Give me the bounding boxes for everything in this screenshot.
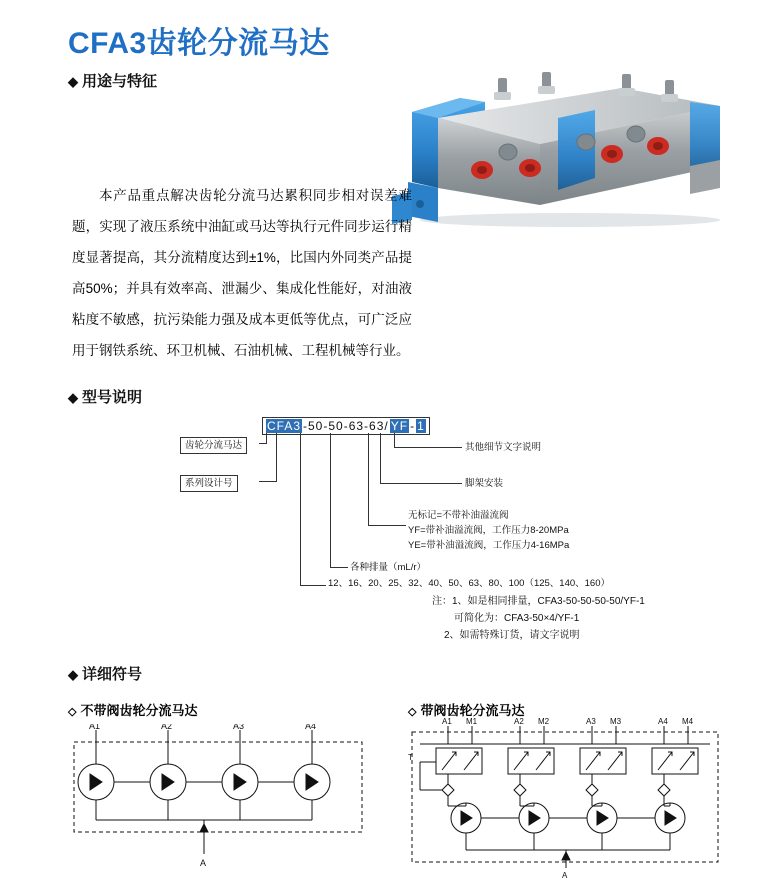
leader-line: [380, 483, 462, 484]
page-title: CFA3齿轮分流马达: [68, 27, 330, 60]
leader-line: [380, 433, 381, 483]
code-seg-0: CFA3: [267, 419, 302, 433]
callout-right-2: 脚架安装: [465, 478, 504, 489]
bottom-port-label: A: [200, 858, 207, 868]
symbol-diagram-no-valve-svg: [68, 724, 368, 874]
callout-left-bottom: 系列设计号: [180, 475, 238, 492]
port-label: M3: [610, 718, 622, 726]
port-label: A4: [305, 724, 317, 731]
leader-line: [368, 433, 369, 525]
side-port-label: T: [408, 753, 413, 762]
callout-right-4-line1: 各种排量（mL/r）: [350, 562, 427, 573]
symbol-diagram-with-valve: [406, 718, 726, 885]
code-seg-3: -: [410, 419, 416, 433]
model-note-1b: 可简化为：CFA3-50×4/YF-1: [454, 613, 580, 624]
leader-line: [276, 433, 277, 482]
model-note-1: 注：1、如是相同排量，CFA3-50-50-50-50/YF-1: [432, 596, 645, 607]
leader-line: [368, 525, 406, 526]
symbol-diagram-with-valve-svg: [406, 718, 726, 880]
code-seg-4: 1: [417, 419, 425, 433]
port-label: A1: [442, 718, 452, 726]
port-label: A2: [161, 724, 173, 731]
model-code-string: [262, 417, 430, 435]
hollow-diamond-icon-left: ◇: [68, 706, 77, 718]
symbol-left-title: [68, 700, 197, 719]
diamond-marker-icon-2: ◆: [68, 390, 78, 405]
diamond-marker-icon: ◆: [68, 74, 78, 89]
leader-line: [259, 481, 277, 482]
section-heading-symbols: [68, 663, 142, 684]
port-label: A3: [233, 724, 245, 731]
product-photo-illustration: [390, 70, 740, 230]
callout-right-3-line3: YE=带补油溢流阀，工作压力4-16MPa: [408, 540, 570, 551]
section-heading-features: [68, 70, 157, 91]
port-label: M4: [682, 718, 694, 726]
bottom-port-label: A: [562, 871, 568, 880]
section-heading-symbols-label: 详细符号: [82, 666, 143, 683]
leader-line: [300, 585, 326, 586]
callout-right-4-line2: 12、16、20、25、32、40、50、63、80、100（125、140、160）: [328, 578, 611, 589]
leader-line: [330, 433, 331, 567]
features-paragraph: 本产品重点解决齿轮分流马达累积同步相对误差难题，实现了液压系统中油缸或马达等执行元件同步运行精度显著提高，其分流精度达到±1%，比国内外同类产品提高50%；并具有效率高、泄漏少、集成化性能好，对油液粘度不敏感，抗污染能力强及成本更低等优点，可广泛应用于钢铁系统、环卫机械、石油机械、工程机械等行业。: [72, 188, 412, 358]
leader-line: [300, 433, 301, 585]
callout-right-3-line1: 无标记=不带补油溢流阀: [408, 510, 509, 521]
callout-right-3-line2: YF=带补油溢流阀，工作压力8-20MPa: [408, 525, 569, 536]
port-label: M2: [538, 718, 550, 726]
symbol-diagram-no-valve: [68, 724, 368, 879]
hollow-diamond-icon-right: ◇: [408, 706, 417, 718]
port-label: A2: [514, 718, 524, 726]
symbol-right-title: [408, 700, 524, 719]
symbol-left-title-label: 不带阀齿轮分流马达: [80, 703, 198, 718]
section-heading-model-label: 型号说明: [82, 389, 143, 406]
model-code-diagram: [180, 405, 740, 660]
model-note-2: 2、如需特殊订货，请文字说明: [444, 630, 580, 641]
symbol-right-title-label: 带阀齿轮分流马达: [420, 703, 525, 718]
section-heading-features-label: 用途与特征: [82, 73, 158, 90]
port-label: A3: [586, 718, 596, 726]
leader-line: [394, 447, 462, 448]
leader-line: [259, 443, 267, 444]
port-label: A1: [89, 724, 101, 731]
callout-right-1: 其他细节文字说明: [465, 442, 542, 453]
code-seg-1: -50-50-63-63/: [303, 419, 389, 433]
product-photo: [390, 70, 740, 230]
section-heading-model: [68, 386, 142, 407]
diamond-marker-icon-3: ◆: [68, 667, 78, 682]
model-notes: [432, 593, 645, 644]
code-seg-2: YF: [390, 419, 409, 433]
port-label: M1: [466, 718, 478, 726]
port-label: A4: [658, 718, 668, 726]
leader-line: [330, 567, 348, 568]
callout-left-top: 齿轮分流马达: [180, 437, 247, 454]
leader-line: [394, 433, 395, 447]
